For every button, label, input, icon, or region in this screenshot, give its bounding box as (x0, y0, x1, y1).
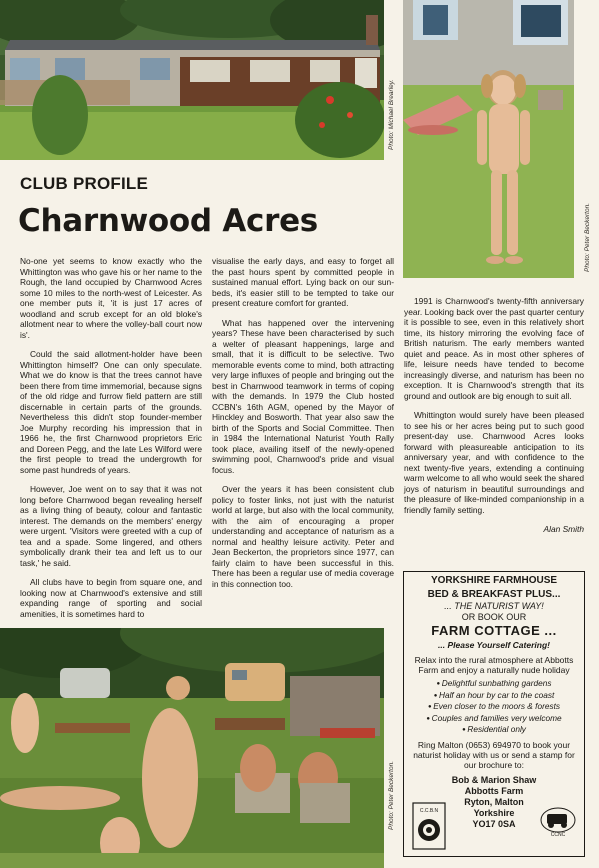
ad-address-line: Ryton, Malton (464, 796, 524, 807)
ad-address-line: Yorkshire (473, 807, 515, 818)
ad-headline: BED & BREAKFAST PLUS... (427, 589, 561, 600)
paragraph: What has happened over the intervening years? These have been characterised by such a welter of pleasant happenings, large and small, that it is difficult to be selective. Two memorable events come to mind, both attracting very large influxes of people and bringing out the best in Charnwood teamwork in terms of coping with the demands. In 1979 the Club hosted CCBN's 16th AGM, opened by the Mayor of Hinckley and Bosworth. That year also saw the birth of the Sports and Social Committee. Then in 1984 the International Naturist Youth Rally took place, availing itself of the newly-opened swimming pool, Charnwood's pride and visual focus. (212, 317, 394, 475)
ad-tagline: ... THE NATURIST WAY! (444, 601, 544, 611)
ad-address-line: Bob & Marion Shaw (451, 774, 537, 785)
ccnc-logo-text: CCNC (550, 832, 566, 838)
ad-subline: OR BOOK OUR (461, 612, 527, 622)
child-photo (403, 0, 574, 278)
photo-credit: Photo: Peter Beckerton. (388, 760, 395, 830)
list-item: ● Delightful sunbathing gardens (404, 678, 584, 690)
ccbn-logo-text: C.C.B.N (419, 808, 439, 814)
list-item: ● Even closer to the moors & forests (404, 701, 584, 713)
ad-address-line: YO17 0SA (472, 818, 516, 829)
list-item: ● Couples and families very welcome (404, 713, 584, 725)
paragraph: No-one yet seems to know exactly who the Whittington was who gave his or her name to the Rough, the land occupied by Charnwood Acres some 10 miles to the north-west of Leicester. As one member puts it, 'it is just 17 acres of woodland and scrub except for an old bloke's allotment near to where the volley-ball court now is'. (20, 256, 202, 340)
paragraph: visualise the early days, and easy to forget all the past hours spent by committed people in sustained manual effort. Lying back on our sun-beds, it's easier still to be tempted to take our present creature comfort for granted. (212, 256, 394, 308)
paragraph: However, Joe went on to say that it was not long before Charnwood began revealing herself as a living thing of beauty, colour and fantastic interest. The demands on the members' energy were urgent. 'Visitors were greeted with a cup of tea and a spade. Some lingered, and others symbolically drank their tea and left us to our task,' he said. (20, 484, 202, 568)
clubhouse-photo (0, 0, 384, 160)
paragraph: Over the years it has been consistent club policy to foster links, not just with the naturist world at large, but also with the local community, with the aim of encouraging a proper understanding and acceptance of naturism as a normal and healthy leisure activity. Peter and Jean Beckerton, the proprietors since 1977, can fairly claim to have been successful in this. There has been a regular use of media coverage in this connection too. (212, 484, 394, 589)
list-item: ● Half an hour by car to the coast (404, 690, 584, 702)
ad-intro: Relax into the rural atmosphere at Abbotts Farm and enjoy a naturally nude holiday (414, 655, 574, 675)
paragraph: 1991 is Charnwood's twenty-fifth anniversary year. Looking back over the past quarter century it is possible to see, even in this relatively short time, its history mirroring the evolving face of British naturism. The early members wanted quiet and peace. As in most other spheres of life, leisure needs have tended to become increasingly diverse, and naturism has been no exception. It is Charnwood's strength that its ground and outlook are big enough to suit all. (404, 296, 584, 401)
article-column-1 (20, 256, 202, 628)
ad-cottage-heading: FARM COTTAGE ... (431, 623, 557, 638)
ad-headline: YORKSHIRE FARMHOUSE (430, 575, 558, 586)
ad-catering-line: ... Please Yourself Catering! (438, 640, 550, 650)
farmhouse-advert (403, 571, 585, 857)
paragraph: All clubs have to begin from square one, and looking now at Charnwood's extensive and still expanding range of sporting and social amenities, it is sometimes hard to (20, 577, 202, 619)
article-column-2 (212, 256, 394, 598)
section-label: CLUB PROFILE (20, 174, 149, 193)
sunbathers-photo (0, 628, 384, 868)
ad-feature-list (404, 678, 584, 736)
author-byline: Alan Smith (543, 524, 584, 534)
photo-credit: Photo: Peter Beckerton. (584, 202, 591, 272)
list-item: ● Residential only (404, 724, 584, 736)
ccbn-logo (412, 802, 446, 850)
article-column-3 (404, 296, 584, 535)
paragraph: Whittington would surely have been pleased to see his or her acres being put to such good present-day use. Charnwood Acres looks forward with pleasureable anticipation to its anniversary year, and with confidence to the next twenty-five years, extending a continuing warm welcome to all who would seek the shared joys of naturism in beautiful surroundings and the pleasure of like-minded companionship in a friendly family setting. (404, 410, 584, 515)
photo-credit: Photo: Michael Brearley. (388, 79, 395, 150)
ad-contact-text: Ring Malton (0653) 694970 to book your naturist holiday with us or send a stamp for our brochure to: (413, 739, 575, 770)
ad-address-line: Abbotts Farm (464, 785, 524, 796)
paragraph: Could the said allotment-holder have been Whittington himself? One can only speculate. What we do know is that the trees cannot have been there from time immemorial, because signs of the old ridge and furrow field pattern are still discernable in certain parts of the grounds. Nevertheless this didn't stop founder-member Joe Murphy recording his impression that in 1966 he, the first Charnwood proprietors Eric and Doreen Pegg, and the late Les Wilford were the first people to tread the undergrowth for some past hundreds of years. (20, 349, 202, 475)
ccnc-logo (538, 804, 578, 838)
page-title: Charnwood Acres (18, 203, 318, 239)
